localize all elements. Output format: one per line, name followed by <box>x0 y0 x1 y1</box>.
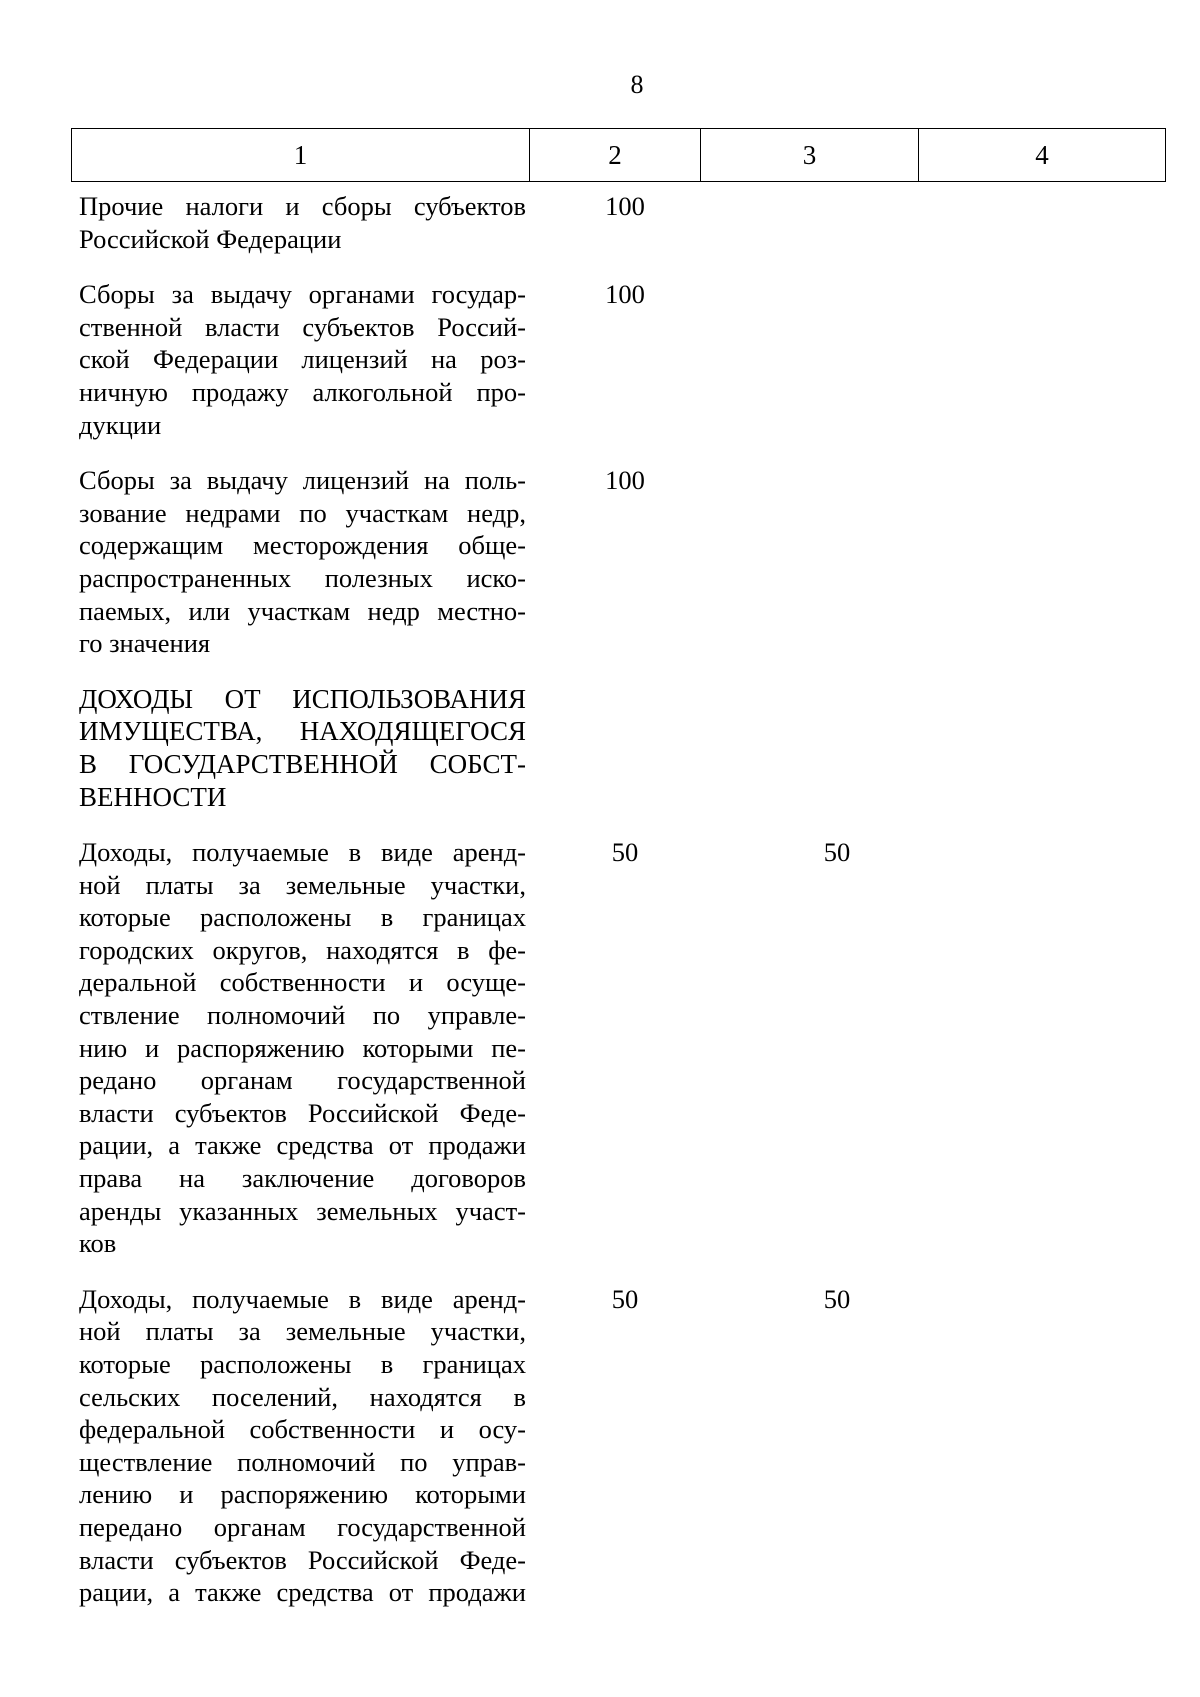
page-number: 8 <box>630 70 644 99</box>
text-line: ков <box>79 1228 117 1259</box>
percent-col3: 50 <box>823 1283 851 1314</box>
percent-col2: 50 <box>611 837 639 868</box>
table-row <box>79 278 1165 441</box>
text-line: ственной власти субъектов Россий- <box>79 311 526 342</box>
text-line: аренды указанных земельных участ- <box>79 1195 526 1226</box>
table-row <box>79 1283 1165 1609</box>
percent-col2: 100 <box>605 191 645 221</box>
column-header-3: 3 <box>701 129 919 182</box>
text-line: го значения <box>79 628 211 659</box>
percent-col2: 100 <box>605 279 645 310</box>
table-row <box>79 190 1165 255</box>
text-line: власти субъектов Российской Феде- <box>79 1097 526 1128</box>
column-header-row <box>72 129 1166 182</box>
text-line: ДОХОДЫ ОТ ИСПОЛЬЗОВАНИЯ <box>79 683 526 714</box>
text-line: ВЕННОСТИ <box>79 781 227 812</box>
text-line: дукции <box>79 409 162 440</box>
text-line: ской Федерации лицензий на роз- <box>79 344 526 375</box>
percent-col2: 100 <box>605 465 645 496</box>
text-line: Сборы за выдачу лицензий на поль- <box>79 465 526 496</box>
text-line: В ГОСУДАРСТВЕННОЙ СОБСТ- <box>79 748 526 779</box>
section-heading <box>79 683 526 813</box>
text-line: рации, а также средства от продажи <box>79 1577 526 1608</box>
text-line: распространенных полезных иско- <box>79 562 526 593</box>
text-line: права на заключение договоров <box>79 1163 526 1194</box>
text-line: Доходы, получаемые в виде аренд- <box>79 1283 526 1314</box>
revenue-name <box>79 278 526 441</box>
revenue-name <box>79 836 526 1260</box>
text-line: ствление полномочий по управле- <box>79 1000 526 1031</box>
text-line: лению и распоряжению которыми <box>79 1479 526 1510</box>
text-line: Российской Федерации <box>79 223 342 254</box>
text-line: редано органам государственной <box>79 1065 526 1096</box>
table-row <box>79 836 1165 1260</box>
percent-col2: 50 <box>611 1283 639 1314</box>
text-line: федеральной собственности и осу- <box>79 1414 526 1445</box>
text-line: зование недрами по участкам недр, <box>79 497 526 528</box>
text-line: передано органам государственной <box>79 1511 526 1542</box>
text-line: паемых, или участкам недр местно- <box>79 595 526 626</box>
text-line: Прочие налоги и сборы субъектов <box>79 191 526 221</box>
column-header-table <box>71 128 1166 182</box>
column-header-1: 1 <box>72 129 530 182</box>
column-header-2: 2 <box>530 129 701 182</box>
text-line: которые расположены в границах <box>79 1349 526 1379</box>
text-line: деральной собственности и осуще- <box>79 967 526 998</box>
text-line: которые расположены в границах <box>79 902 526 933</box>
section-heading-row <box>79 683 1165 813</box>
text-line: ной платы за земельные участки, <box>79 869 526 900</box>
revenue-name <box>79 190 526 255</box>
revenue-name <box>79 464 526 660</box>
text-line: нию и распоряжению которыми пе- <box>79 1032 526 1063</box>
text-line: ничную продажу алкогольной про- <box>79 376 526 407</box>
percent-col3: 50 <box>823 837 851 868</box>
text-line: ИМУЩЕСТВА, НАХОДЯЩЕГОСЯ <box>79 716 526 747</box>
text-line: рации, а также средства от продажи <box>79 1130 526 1161</box>
text-line: городских округов, находятся в фе- <box>79 934 526 965</box>
table-body <box>79 190 1165 1632</box>
table-row <box>79 464 1165 660</box>
text-line: сельских поселений, находятся в <box>79 1381 526 1412</box>
text-line: Сборы за выдачу органами государ- <box>79 279 526 310</box>
column-header-4: 4 <box>919 129 1166 182</box>
text-line: Доходы, получаемые в виде аренд- <box>79 837 526 868</box>
revenue-name <box>79 1283 526 1609</box>
text-line: власти субъектов Российской Феде- <box>79 1544 526 1575</box>
text-line: ной платы за земельные участки, <box>79 1316 526 1347</box>
text-line: содержащим месторождения обще- <box>79 530 526 561</box>
text-line: ществление полномочий по управ- <box>79 1446 526 1477</box>
